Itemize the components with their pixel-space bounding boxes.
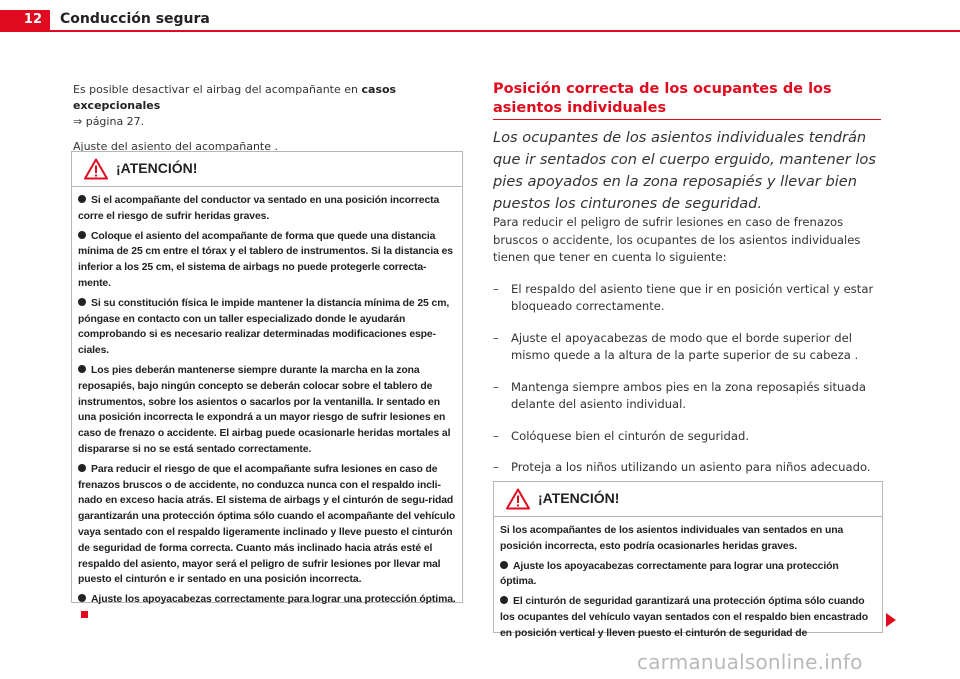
step-item xyxy=(493,428,885,446)
warning-body xyxy=(494,517,882,642)
continue-arrow-icon[interactable] xyxy=(886,613,896,627)
warning-body xyxy=(72,187,462,624)
bullet-icon xyxy=(78,195,86,203)
intro-paragraph: Los ocupantes de los asientos individuales tendrán que ir sentados con el cuerpo erguido, mantener los pies apoyados en la zona reposapiés y llevar bien puestos los cinturones de seguridad. xyxy=(493,129,876,212)
step-item xyxy=(493,281,885,316)
warning-triangle-icon xyxy=(84,158,108,180)
warning-lead: Si los acompañantes de los asientos individuales van sentados en una posición incorrecta, esto podría ocasionarles heridas graves. xyxy=(500,525,844,552)
warning-item-text: Coloque el asiento del acompañante de forma que quede una distancia mínima de 25 cm entre el tórax y el tablero de instrumentos. Si la distancia es inferior a los 25 cm, el sistema de airbags no puede protegerle correcta-mente. xyxy=(78,230,453,289)
warning-item xyxy=(78,462,456,588)
seat-adjust-note: Ajuste del asiento del acompañante . xyxy=(73,140,278,153)
dash-marker: – xyxy=(493,428,499,443)
page-reference-link[interactable]: ⇒ página 27. xyxy=(73,115,145,128)
airbag-note xyxy=(73,82,463,130)
warning-item xyxy=(78,592,456,624)
step-text: Proteja a los niños utilizando un asiento para niños adecuado. xyxy=(511,460,871,474)
warning-item xyxy=(78,193,456,225)
header-rule xyxy=(0,30,960,32)
right-column-text xyxy=(493,214,885,491)
warning-item xyxy=(500,559,876,591)
bullet-icon xyxy=(78,365,86,373)
warning-triangle-icon xyxy=(506,488,530,510)
warning-item xyxy=(500,594,876,641)
warning-item-text: Para reducir el riesgo de que el acompañante sufra lesiones en caso de frenazos bruscos o de accidente, no conduzca nunca con el respaldo incli-nado en exceso hacia atrás. El sistema de airbags y el cinturón de segu-ridad garantizarán una protección óptima sólo cuando el acompañante del vehículo vaya sentado con el respaldo ligeramente inclinado y lleve puesto el cinturón de seguridad de forma correcta. Cuanto más inclinado hacia atrás esté el respaldo del asiento, mayor será el peligro de sufrir lesiones por llevar mal puesto el cinturón e ir sentado en una posición incorrecta. xyxy=(78,463,456,586)
airbag-note-text: Es posible desactivar el airbag del acompañante en xyxy=(73,83,362,96)
bullet-icon xyxy=(78,594,86,602)
warning-title: ¡ATENCIÓN! xyxy=(116,160,198,176)
step-text: Colóquese bien el cinturón de seguridad. xyxy=(511,428,750,443)
heading-rule xyxy=(493,119,881,120)
bullet-icon xyxy=(78,464,86,472)
warning-item-text: Los pies deberán mantenerse siempre durante la marcha en la zona reposapiés, bajo ningún concepto se deberán colocar sobre el tablero de instrumentos, sobre los asientos o sacarlos por la ventanilla. Ir sentado en una posición incorrecta le expondrá a un mayor riesgo de sufrir lesiones en caso de frenazo o accidente. El airbag puede ocasionarle heridas mortales al dispararse si no se está sentado correctamente. xyxy=(78,364,451,455)
bullet-icon xyxy=(78,298,86,306)
page-number: 12 xyxy=(0,10,50,30)
warning-item-text: Si su constitución física le impide mantener la distancia mínima de 25 cm, póngase en contacto con un taller especializado donde le ayudarán comprobando si es necesario realizar determinadas modificaciones espe-ciales. xyxy=(78,297,450,357)
section-title: Conducción segura xyxy=(60,11,210,27)
step-text: Ajuste el apoyacabezas de modo que el borde superior del mismo quede a la altura de la parte superior de su cabeza . xyxy=(511,330,859,362)
section-heading: Posición correcta de los ocupantes de los asientos individuales xyxy=(493,81,832,116)
bullet-icon xyxy=(500,596,508,604)
step-text: El respaldo del asiento tiene que ir en posición vertical y estar bloqueado correctamente. xyxy=(511,281,874,313)
warning-item xyxy=(78,296,456,359)
dash-marker: – xyxy=(493,460,499,474)
bullet-icon xyxy=(78,231,86,239)
warning-header xyxy=(494,482,882,517)
step-item xyxy=(493,330,885,365)
dash-marker: – xyxy=(493,330,499,345)
body-paragraph: Para reducir el peligro de sufrir lesiones en caso de frenazos bruscos o accidente, los ocupantes de los asientos individuales tienen que tener en cuenta lo siguiente: xyxy=(493,215,861,264)
warning-box-occupants xyxy=(493,481,883,639)
warning-item-text: Ajuste los apoyacabezas correctamente para lograr una protección óptima. xyxy=(500,560,839,588)
warning-item xyxy=(78,363,456,458)
step-item xyxy=(493,379,885,414)
warning-item-text: El cinturón de seguridad garantizará una protección óptima sólo cuando los ocupantes del vehículo vayan sentados con el respaldo bien encastrado en posición vertical y lleven puesto el cinturón de seguridad de xyxy=(500,596,869,639)
warning-item xyxy=(78,229,456,292)
dash-marker: – xyxy=(493,281,499,296)
step-item xyxy=(493,459,885,477)
end-marker-icon xyxy=(81,611,88,618)
bullet-icon xyxy=(500,561,508,569)
page-header xyxy=(0,0,960,32)
warning-item-text: Ajuste los apoyacabezas correctamente para lograr una protección óptima. xyxy=(91,594,456,606)
warning-title: ¡ATENCIÓN! xyxy=(538,490,620,506)
step-text: Mantenga siempre ambos pies en la zona reposapiés situada delante del asiento individual. xyxy=(511,379,866,411)
watermark: carmanualsonline.info xyxy=(637,650,863,674)
dash-marker: – xyxy=(493,379,499,394)
airbag-note-bold: casos excepcionales xyxy=(73,83,397,112)
warning-item-text: Si el acompañante del conductor va sentado en una posición incorrecta corre el riesgo de sufrir heridas graves. xyxy=(78,195,440,222)
warning-box-passenger xyxy=(71,151,463,606)
warning-header xyxy=(72,152,462,187)
